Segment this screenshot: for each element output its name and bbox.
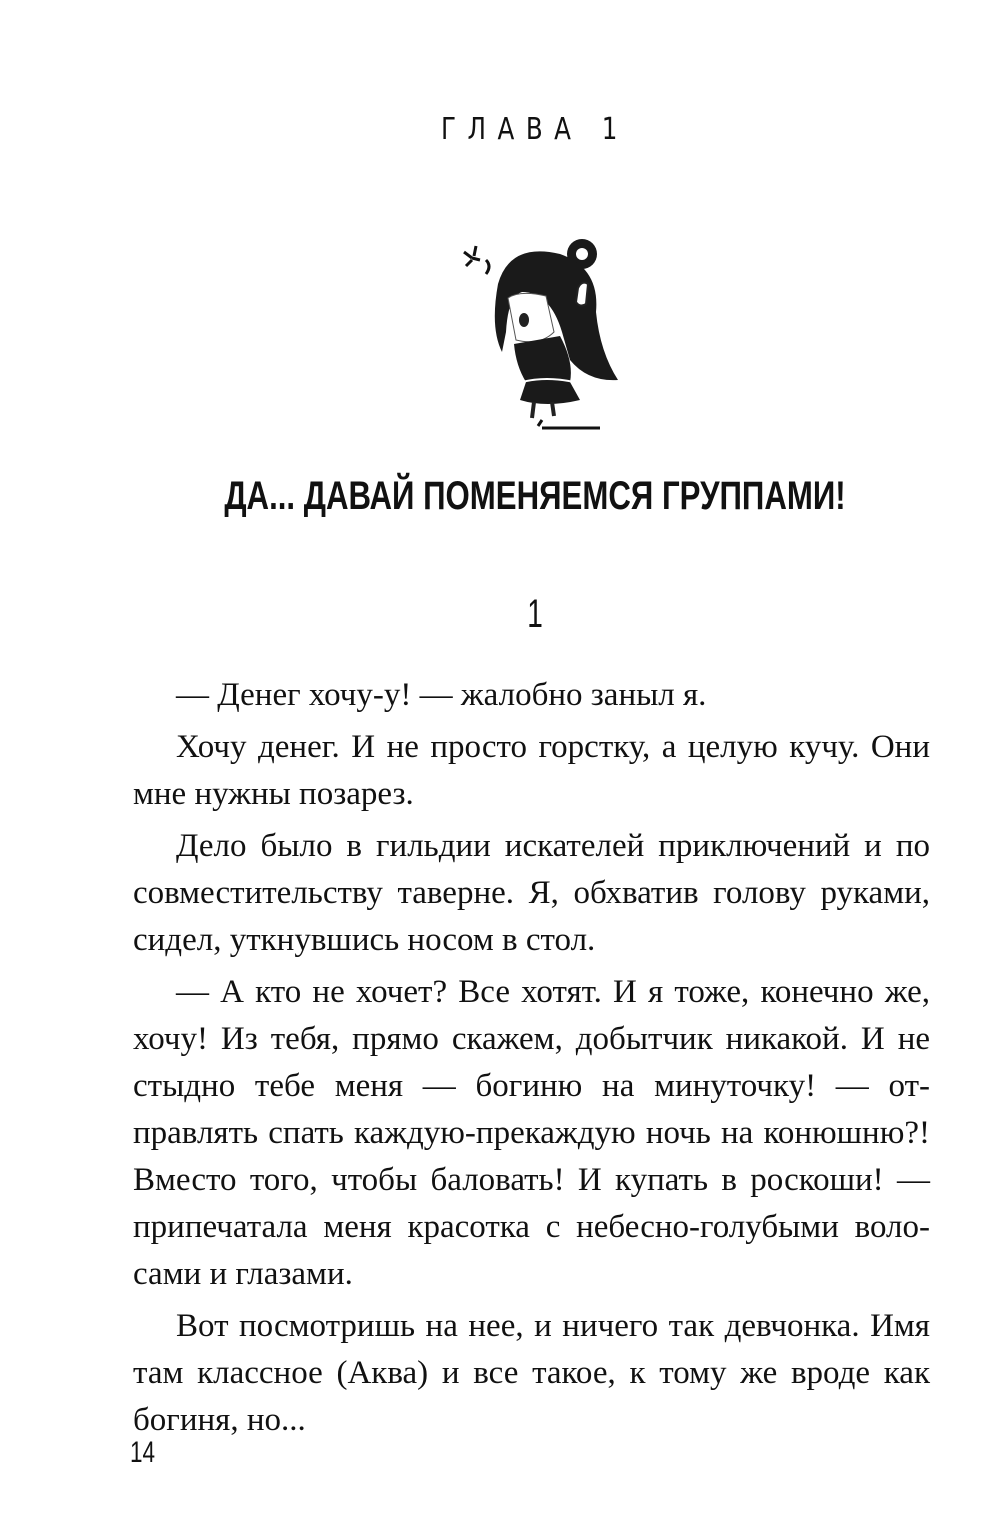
- chapter-label: ГЛАВА 1: [441, 112, 629, 147]
- paragraph: Вот посмотришь на нее, и ничего так девчонка. Имя там классное (Аква) и все такое, к тому же вроде как богиня, но...: [133, 1308, 930, 1438]
- paragraph: — Денег хочу-у! — жалобно заныл я.: [176, 677, 707, 713]
- paragraph: — А кто не хочет? Все хотят. И я тоже, конечно же, хочу! Из тебя, прямо скажем, добытчик никакой. И не стыдно тебе меня — богиню на минуточку! — отправлять спать каждую-прекаждую ночь на конюшню?! Вместо того, чтобы баловать! И купать в роскоши! — припечатала меня красотка с небесно-голубыми волосами и глазами.: [133, 974, 930, 1292]
- chapter-title: ДА... ДАВАЙ ПОМЕНЯЕМСЯ ГРУППАМИ!: [224, 474, 846, 518]
- paragraph: Дело было в гильдии искателей приключений и по совместительству таверне. Я, обхватив голову руками, сидел, уткнувшись носом в стол.: [133, 828, 930, 958]
- paragraph: Хочу денег. И не просто горстку, а целую кучу. Они мне нужны позарез.: [133, 729, 930, 812]
- anger-mark-icon: [464, 246, 489, 274]
- page-number: 14: [130, 1436, 156, 1469]
- section-number: 1: [527, 592, 543, 636]
- body-text: [133, 672, 930, 1449]
- chibi-girl-illustration: [450, 232, 620, 442]
